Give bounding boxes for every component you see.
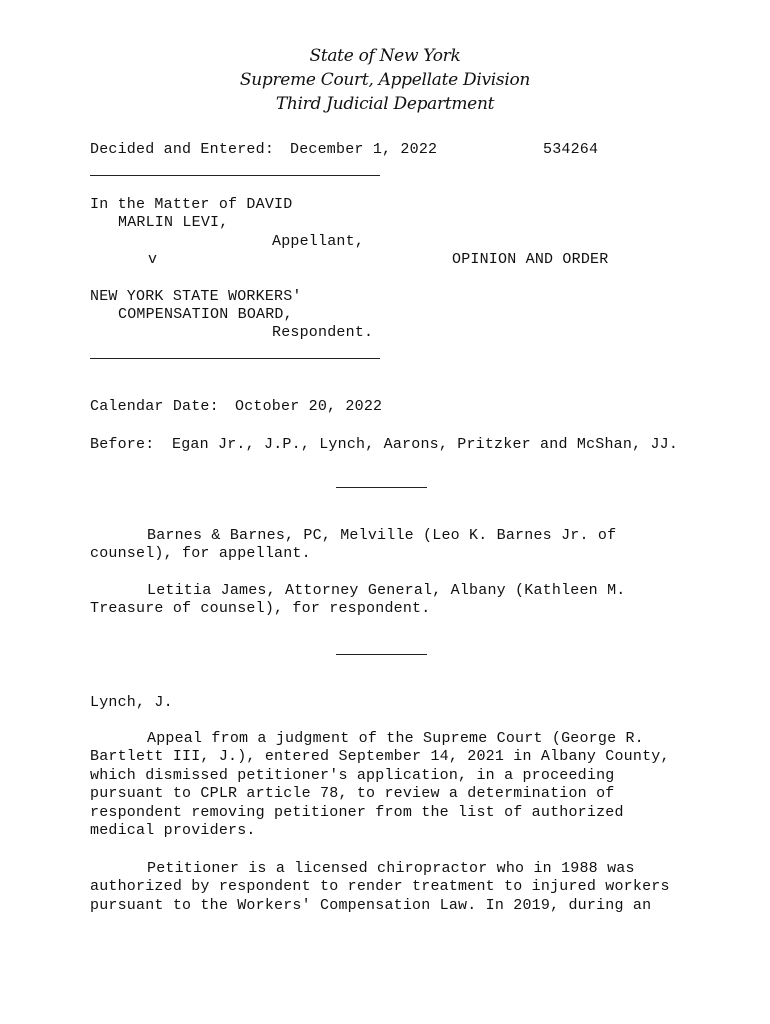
paragraph-line: pursuant to the Workers' Compensation Law. In 2019, during an: [90, 897, 652, 914]
respondent-role: Respondent.: [272, 324, 374, 341]
versus-mark: v: [148, 251, 158, 268]
respondent-counsel-line1: Letitia James, Attorney General, Albany (Kathleen M.: [147, 582, 626, 599]
paragraph-line: pursuant to CPLR article 78, to review a determination of: [90, 785, 615, 802]
decided-date: December 1, 2022: [290, 141, 438, 158]
court-department: Third Judicial Department: [275, 94, 495, 114]
court-state: State of New York: [309, 46, 461, 66]
caption-matter-line2: MARLIN LEVI,: [118, 214, 229, 231]
decided-label: Decided and Entered:: [90, 141, 275, 158]
respondent-counsel-line2: Treasure of counsel), for respondent.: [90, 600, 431, 617]
opinion-author: Lynch, J.: [90, 694, 173, 711]
paragraph-line: Petitioner is a licensed chiropractor who in 1988 was: [147, 860, 635, 877]
before-justices: Egan Jr., J.P., Lynch, Aarons, Pritzker and McShan, JJ.: [172, 436, 679, 453]
respondent-line1: NEW YORK STATE WORKERS': [90, 288, 302, 305]
caption-bottom-rule: [90, 358, 380, 359]
appellant-counsel-line2: counsel), for appellant.: [90, 545, 311, 562]
paragraph-line: Appeal from a judgment of the Supreme Court (George R.: [147, 730, 644, 747]
paragraph-line: respondent removing petitioner from the list of authorized: [90, 804, 624, 821]
court-name: Supreme Court, Appellate Division: [239, 70, 531, 90]
docket-number: 534264: [543, 141, 599, 158]
section-divider-1: [336, 487, 427, 488]
calendar-label: Calendar Date:: [90, 398, 219, 415]
paragraph-line: Bartlett III, J.), entered September 14, 2021 in Albany County,: [90, 748, 670, 765]
appellant-counsel-line1: Barnes & Barnes, PC, Melville (Leo K. Barnes Jr. of: [147, 527, 617, 544]
calendar-date: October 20, 2022: [235, 398, 383, 415]
paragraph-line: authorized by respondent to render treatment to injured workers: [90, 878, 670, 895]
caption-matter-line1: In the Matter of DAVID: [90, 196, 293, 213]
opinion-order-label: OPINION AND ORDER: [452, 251, 609, 268]
before-label: Before:: [90, 436, 155, 453]
section-divider-2: [336, 654, 427, 655]
appellant-role: Appellant,: [272, 233, 365, 250]
caption-top-rule: [90, 175, 380, 176]
respondent-line2: COMPENSATION BOARD,: [118, 306, 293, 323]
paragraph-line: medical providers.: [90, 822, 256, 839]
paragraph-line: which dismissed petitioner's application, in a proceeding: [90, 767, 615, 784]
